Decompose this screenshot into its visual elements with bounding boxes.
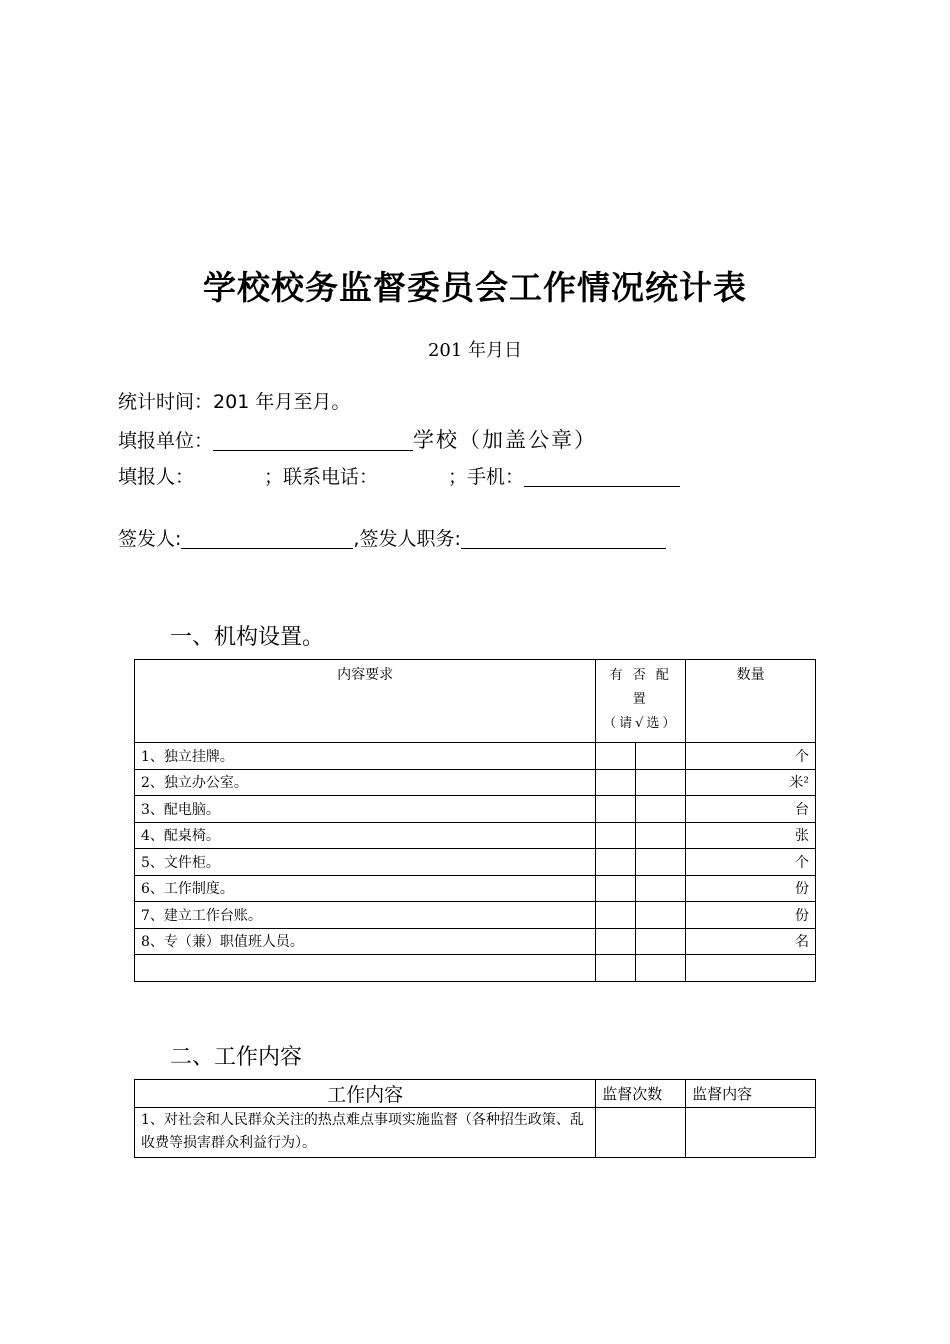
row-item: 1、独立挂牌。 [135, 743, 596, 770]
has-cell[interactable] [596, 928, 636, 955]
row-item: 7、建立工作台账。 [135, 902, 596, 929]
issuer-label: 签发人: [118, 528, 182, 550]
has-cell[interactable] [596, 875, 636, 902]
none-cell[interactable] [636, 769, 686, 796]
issuer-title-label: 签发人职务: [359, 528, 461, 550]
none-cell[interactable] [636, 875, 686, 902]
has-cell[interactable] [596, 849, 636, 876]
mobile-blank[interactable] [524, 466, 680, 487]
qty-unit[interactable]: 台 [686, 796, 816, 823]
table-row [135, 822, 816, 849]
row-item: 8、专（兼）职值班人员。 [135, 928, 596, 955]
unit-line [118, 424, 597, 454]
has-cell[interactable] [596, 796, 636, 823]
none-cell[interactable] [636, 796, 686, 823]
none-cell[interactable] [636, 849, 686, 876]
table-row-empty [135, 955, 816, 982]
table-row [135, 875, 816, 902]
issuer-title-blank[interactable] [461, 528, 666, 549]
qty-unit[interactable]: 份 [686, 875, 816, 902]
row-item: 4、配桌椅。 [135, 822, 596, 849]
org-setup-table [134, 659, 816, 982]
mobile-label: ；手机： [448, 466, 525, 488]
row-item-empty[interactable] [135, 955, 596, 982]
has-cell[interactable] [596, 902, 636, 929]
qty-unit[interactable]: 份 [686, 902, 816, 929]
table-row [135, 796, 816, 823]
issuer-line [118, 524, 666, 551]
qty-unit[interactable]: 个 [686, 849, 816, 876]
table-row [135, 769, 816, 796]
row-item: 2、独立办公室。 [135, 769, 596, 796]
stat-time-label: 统计时间： [118, 391, 214, 413]
col-count-header: 监督次数 [596, 1080, 686, 1108]
work-item: 1、对社会和人民群众关注的热点难点事项实施监督（各种招生政策、乱收费等损害群众利益行为）。 [135, 1108, 596, 1158]
row-item: 5、文件柜。 [135, 849, 596, 876]
table-row [135, 928, 816, 955]
qty-unit[interactable]: 米² [686, 769, 816, 796]
qty-empty[interactable] [686, 955, 816, 982]
unit-suffix: 学校（加盖公章） [413, 428, 598, 452]
table-row [135, 1108, 816, 1158]
section1-heading: 一、机构设置。 [170, 625, 325, 650]
col-work-content-header: 工作内容 [135, 1080, 596, 1108]
none-cell[interactable] [636, 902, 686, 929]
has-cell[interactable] [596, 822, 636, 849]
filler-line [118, 462, 680, 489]
row-item: 6、工作制度。 [135, 875, 596, 902]
filler-label: 填报人： [118, 466, 195, 488]
stat-time-line [118, 387, 350, 414]
issuer-sep: , [353, 528, 360, 550]
detail-cell[interactable] [686, 1108, 816, 1158]
table-header-row [135, 1080, 816, 1108]
none-cell[interactable] [636, 955, 686, 982]
col-config-note: （请√选） [603, 716, 679, 731]
qty-unit[interactable]: 个 [686, 743, 816, 770]
qty-unit[interactable]: 名 [686, 928, 816, 955]
stat-time-value: 201 年月至月。 [213, 391, 351, 413]
has-cell[interactable] [596, 955, 636, 982]
issuer-blank[interactable] [181, 528, 353, 549]
table-row [135, 902, 816, 929]
section2-heading: 二、工作内容 [170, 1045, 303, 1070]
none-cell[interactable] [636, 928, 686, 955]
phone-label: ；联系电话： [264, 466, 379, 488]
unit-label: 填报单位： [118, 430, 214, 452]
col-content-header: 内容要求 [135, 660, 596, 743]
table-header-row [135, 660, 816, 743]
none-cell[interactable] [636, 743, 686, 770]
count-cell[interactable] [596, 1108, 686, 1158]
col-detail-header: 监督内容 [686, 1080, 816, 1108]
row-item: 3、配电脑。 [135, 796, 596, 823]
has-cell[interactable] [596, 743, 636, 770]
col-config-label: 有 否 配 置 [609, 668, 672, 707]
has-cell[interactable] [596, 769, 636, 796]
table-row [135, 849, 816, 876]
table-row [135, 743, 816, 770]
page-title: 学校校务监督委员会工作情况统计表 [203, 268, 747, 307]
col-config-header [596, 660, 686, 743]
col-qty-header: 数量 [686, 660, 816, 743]
qty-unit[interactable]: 张 [686, 822, 816, 849]
unit-blank[interactable] [213, 430, 413, 451]
work-content-table [134, 1079, 816, 1158]
report-date: 201 年月日 [427, 340, 523, 361]
none-cell[interactable] [636, 822, 686, 849]
